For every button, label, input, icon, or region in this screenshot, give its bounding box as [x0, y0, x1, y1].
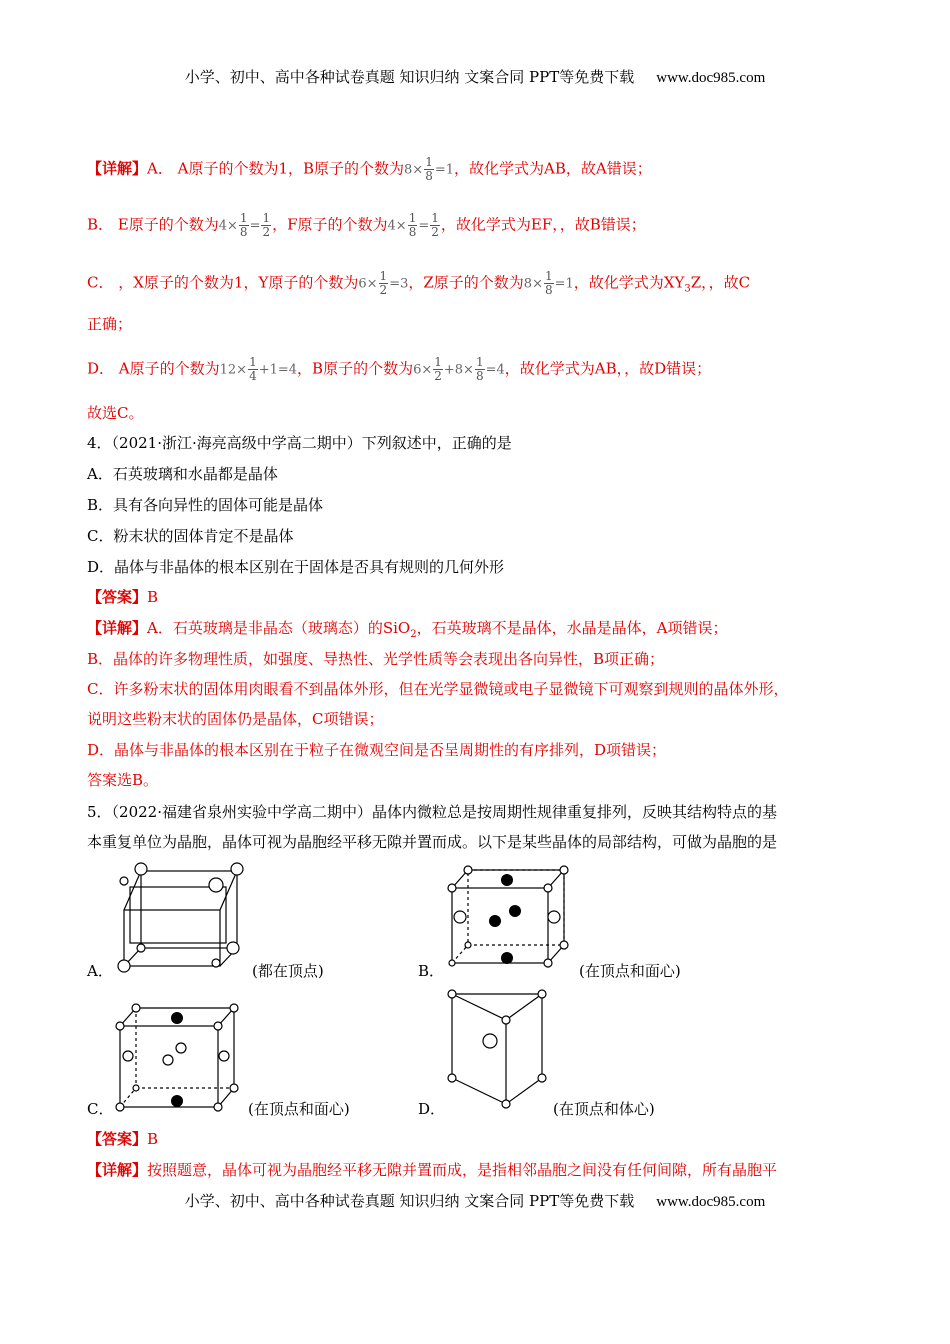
fraction: $\frac{1}{2}$ — [379, 269, 388, 297]
crystal-figure-d — [440, 986, 550, 1111]
math: +8× — [443, 362, 474, 378]
math: 8× — [523, 276, 543, 292]
q3-d-mid: ，B原子的个数为 — [297, 359, 414, 378]
q4-detail-3b: 说明这些粉末状的固体仍是晶体，C项错误； — [87, 710, 384, 728]
q4-detail-4: D．晶体与非晶体的根本区别在于粒子在微观空间是否呈周期性的有序排列，D项错误； — [87, 741, 667, 759]
detail-tag: 【详解】 — [87, 159, 148, 178]
q4-detail-text: ，石英玻璃不是晶体，水晶是晶体，A项错误； — [416, 619, 728, 637]
math: =4 — [485, 362, 505, 378]
math: =1 — [554, 276, 574, 292]
q4-answer — [87, 586, 158, 608]
q3-c-text: C． ，X原子的个数为1，Y原子的个数为 — [87, 273, 359, 292]
q3-d-post: ，故化学式为AB，，故D错误； — [504, 359, 712, 378]
q3-c-mid: ，Z原子的个数为 — [408, 273, 524, 292]
page-header — [0, 66, 950, 87]
fraction: $\frac{1}{8}$ — [408, 211, 417, 239]
q4-option-d: D．晶体与非晶体的根本区别在于固体是否具有规则的几何外形 — [87, 558, 505, 576]
fraction: $\frac{1}{2}$ — [431, 211, 439, 239]
subscript: 3 — [684, 283, 691, 295]
q4-detail-1 — [87, 617, 727, 646]
q5-answer — [87, 1128, 158, 1150]
answer-value: B — [147, 1130, 159, 1148]
fig-a-caption: (都在顶点) — [252, 962, 324, 980]
fraction: $\frac{1}{2}$ — [434, 355, 442, 383]
q4-detail-3: C．许多粉末状的固体用肉眼看不到晶体外形，但在光学显微镜或电子显微镜下可观察到规则的晶体外形， — [87, 680, 789, 698]
q5-stem-2: 本重复单位为晶胞，晶体可视为晶胞经平移无隙并置而成。以下是某些晶体的局部结构，可做为晶胞的是 — [87, 833, 778, 851]
q4-detail-2: B．晶体的许多物理性质，如强度、导热性、光学性质等会表现出各向异性，B项正确； — [87, 650, 665, 668]
q3-c-post: ，故化学式为XY — [573, 273, 685, 292]
q5-detail-text: 按照题意，晶体可视为晶胞经平移无隙并置而成，是指相邻晶胞之间没有任何间隙，所有晶胞平 — [147, 1161, 778, 1179]
q3-line-b — [87, 212, 646, 239]
q4-detail-text: A．石英玻璃是非晶态（玻璃态）的SiO — [147, 619, 411, 637]
detail-tag: 【详解】 — [87, 1161, 148, 1179]
crystal-figure-b — [440, 858, 575, 973]
math: =1 — [434, 162, 455, 178]
subscript: 2 — [410, 629, 417, 640]
math: +1=4 — [258, 362, 298, 378]
detail-tag: 【详解】 — [87, 619, 148, 637]
math: =3 — [389, 276, 409, 292]
q5-stem-1: 5．（2022·福建省泉州实验中学高二期中）晶体内微粒总是按周期性规律重复排列，反映其结构特点的基 — [87, 803, 777, 821]
fraction: $\frac{1}{2}$ — [262, 211, 271, 239]
fraction: $\frac{1}{8}$ — [425, 155, 433, 183]
fig-d-caption: (在顶点和体心) — [553, 1100, 655, 1118]
fig-c-caption: (在顶点和面心) — [248, 1100, 350, 1118]
answer-tag: 【答案】 — [87, 1130, 148, 1148]
math: 6× — [413, 362, 433, 378]
q4-option-b: B．具有各向异性的固体可能是晶体 — [87, 496, 324, 514]
q4-option-a: A．石英玻璃和水晶都是晶体 — [87, 465, 278, 483]
fraction: $\frac{1}{8}$ — [544, 269, 553, 297]
q3-b-post: ，故化学式为EF，，故B错误； — [440, 215, 646, 234]
fig-a-letter: A． — [87, 962, 113, 980]
fig-b-letter: B． — [418, 962, 445, 980]
math: = — [249, 218, 261, 234]
q3-b-text: B． E原子的个数为 — [87, 215, 219, 234]
q3-line-d — [87, 356, 711, 383]
q3-line-a — [87, 156, 652, 183]
q5-detail — [87, 1159, 777, 1181]
math: 12× — [219, 362, 248, 378]
math: 4× — [218, 218, 238, 234]
fraction: $\frac{1}{4}$ — [249, 355, 257, 383]
header-url: www.doc985.com — [656, 70, 766, 86]
footer-url: www.doc985.com — [656, 1194, 766, 1210]
fraction: $\frac{1}{8}$ — [475, 355, 484, 383]
crystal-figure-c — [110, 998, 245, 1113]
q3-c-post2: Z，，故C — [690, 273, 751, 292]
fraction: $\frac{1}{8}$ — [239, 211, 248, 239]
crystal-figure-a — [110, 855, 250, 980]
header-text: 小学、初中、高中各种试卷真题 知识归纳 文案合同 PPT等免费下载 — [184, 68, 635, 86]
q3-a-text: A． A原子的个数为1，B原子的个数为 — [147, 159, 405, 178]
q4-stem: 4．（2021·浙江·海亮高级中学高二期中）下列叙述中，正确的是 — [87, 434, 512, 452]
q3-b-mid: ，F原子的个数为 — [272, 215, 388, 234]
q3-line-c-cont: 正确； — [87, 315, 133, 333]
page-footer — [0, 1190, 950, 1211]
q3-final: 故选C。 — [87, 404, 144, 422]
fig-d-letter: D． — [418, 1100, 446, 1118]
answer-value: B — [147, 588, 159, 606]
q3-d-text: D． A原子的个数为 — [87, 359, 220, 378]
math: 6× — [358, 276, 378, 292]
q4-option-c: C．粉末状的固体肯定不是晶体 — [87, 527, 294, 545]
footer-text: 小学、初中、高中各种试卷真题 知识归纳 文案合同 PPT等免费下载 — [184, 1192, 635, 1210]
math: 4× — [387, 218, 407, 234]
answer-tag: 【答案】 — [87, 588, 148, 606]
fig-b-caption: (在顶点和面心) — [579, 962, 681, 980]
q4-final: 答案选B。 — [87, 771, 159, 789]
math: 8× — [404, 162, 424, 178]
fig-c-letter: C． — [87, 1100, 114, 1118]
q3-line-c — [87, 270, 750, 301]
math: = — [418, 218, 430, 234]
q3-a-post: ，故化学式为AB，故A错误； — [454, 159, 652, 178]
